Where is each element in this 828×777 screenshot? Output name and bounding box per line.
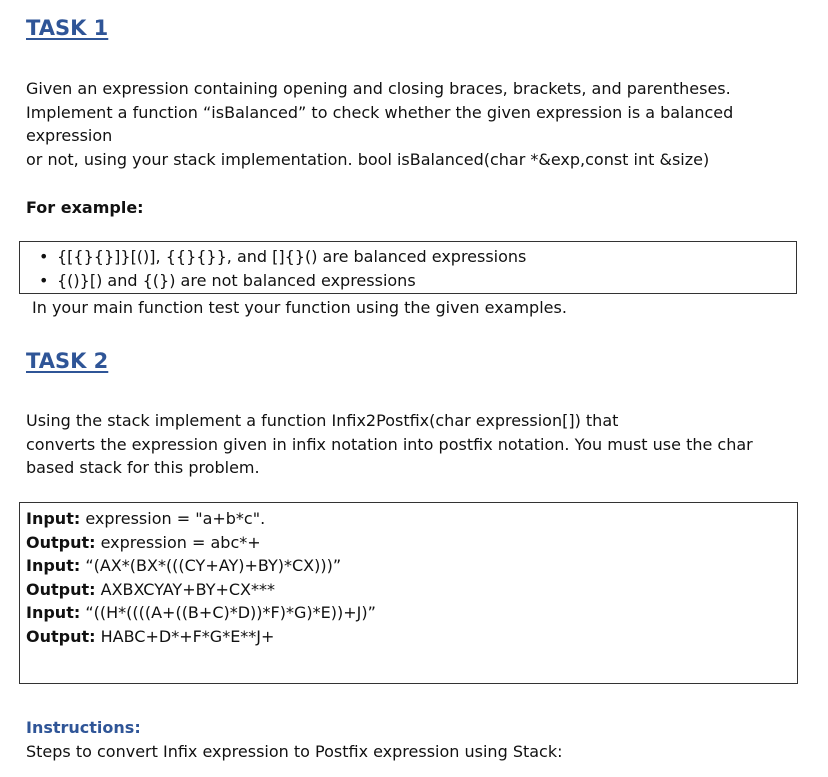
io-value: AXBXCYAY+BY+CX***	[95, 579, 276, 599]
task2-line-2: converts the expression given in infix notation into postfix notation. You must use the char	[26, 434, 753, 454]
bullet-item	[39, 247, 527, 266]
io-label: Output:	[26, 532, 96, 552]
io-label: Input:	[26, 509, 81, 528]
bullet-dot: •	[39, 247, 49, 266]
examples-box	[19, 241, 797, 294]
task2-heading: TASK 2	[26, 349, 109, 373]
task2-line-1: Using the stack implement a function Infix2Postfix(char expression[]) that	[26, 411, 619, 430]
io-label: Output:	[26, 626, 96, 646]
task1-line-1: Given an expression containing opening and closing braces, brackets, and parentheses.	[26, 79, 731, 98]
io-label: Input:	[26, 556, 81, 575]
task2-description	[26, 409, 753, 480]
io-label: Input:	[26, 603, 81, 622]
io-value: HABC+D*+F*G*E**J+	[95, 626, 275, 646]
io-value: “(AX*(BX*(((CY+AY)+BY)*CX)))”	[80, 556, 342, 575]
main-note: In your main function test your function using the given examples.	[32, 298, 567, 317]
io-line	[26, 601, 797, 625]
task1-line-4: or not, using your stack implementation. bool isBalanced(char *&exp,const int &size)	[26, 150, 710, 170]
bullet-item	[39, 271, 416, 290]
io-line	[26, 507, 797, 531]
io-line	[26, 531, 797, 555]
instructions-text: Steps to convert Infix expression to Postfix expression using Stack:	[26, 742, 563, 761]
bullet-dot: •	[39, 271, 49, 290]
example-label: For example:	[26, 198, 144, 217]
task1-line-2: Implement a function “isBalanced” to check whether the given expression is a balanced	[26, 102, 734, 122]
io-value: expression = "a+b*c".	[80, 509, 266, 528]
io-line	[26, 578, 797, 602]
bullet-text: {[{}{}]}[()], {{}{}}, and []{}() are balanced expressions	[57, 247, 527, 266]
task1-heading: TASK 1	[26, 16, 109, 40]
io-label: Output:	[26, 579, 96, 599]
io-value: “((H*((((A+((B+C)*D))*F)*G)*E))+J)”	[80, 603, 376, 622]
io-examples-box	[19, 502, 798, 684]
io-value: expression = abc*+	[95, 532, 261, 552]
io-line	[26, 625, 797, 649]
bullet-text: {()}[) and {(}) are not balanced expressions	[57, 271, 416, 290]
instructions-heading: Instructions:	[26, 718, 141, 737]
io-line	[26, 554, 797, 578]
task1-line-3: expression	[26, 126, 113, 146]
task1-description	[26, 77, 733, 172]
task2-line-3: based stack for this problem.	[26, 458, 260, 478]
